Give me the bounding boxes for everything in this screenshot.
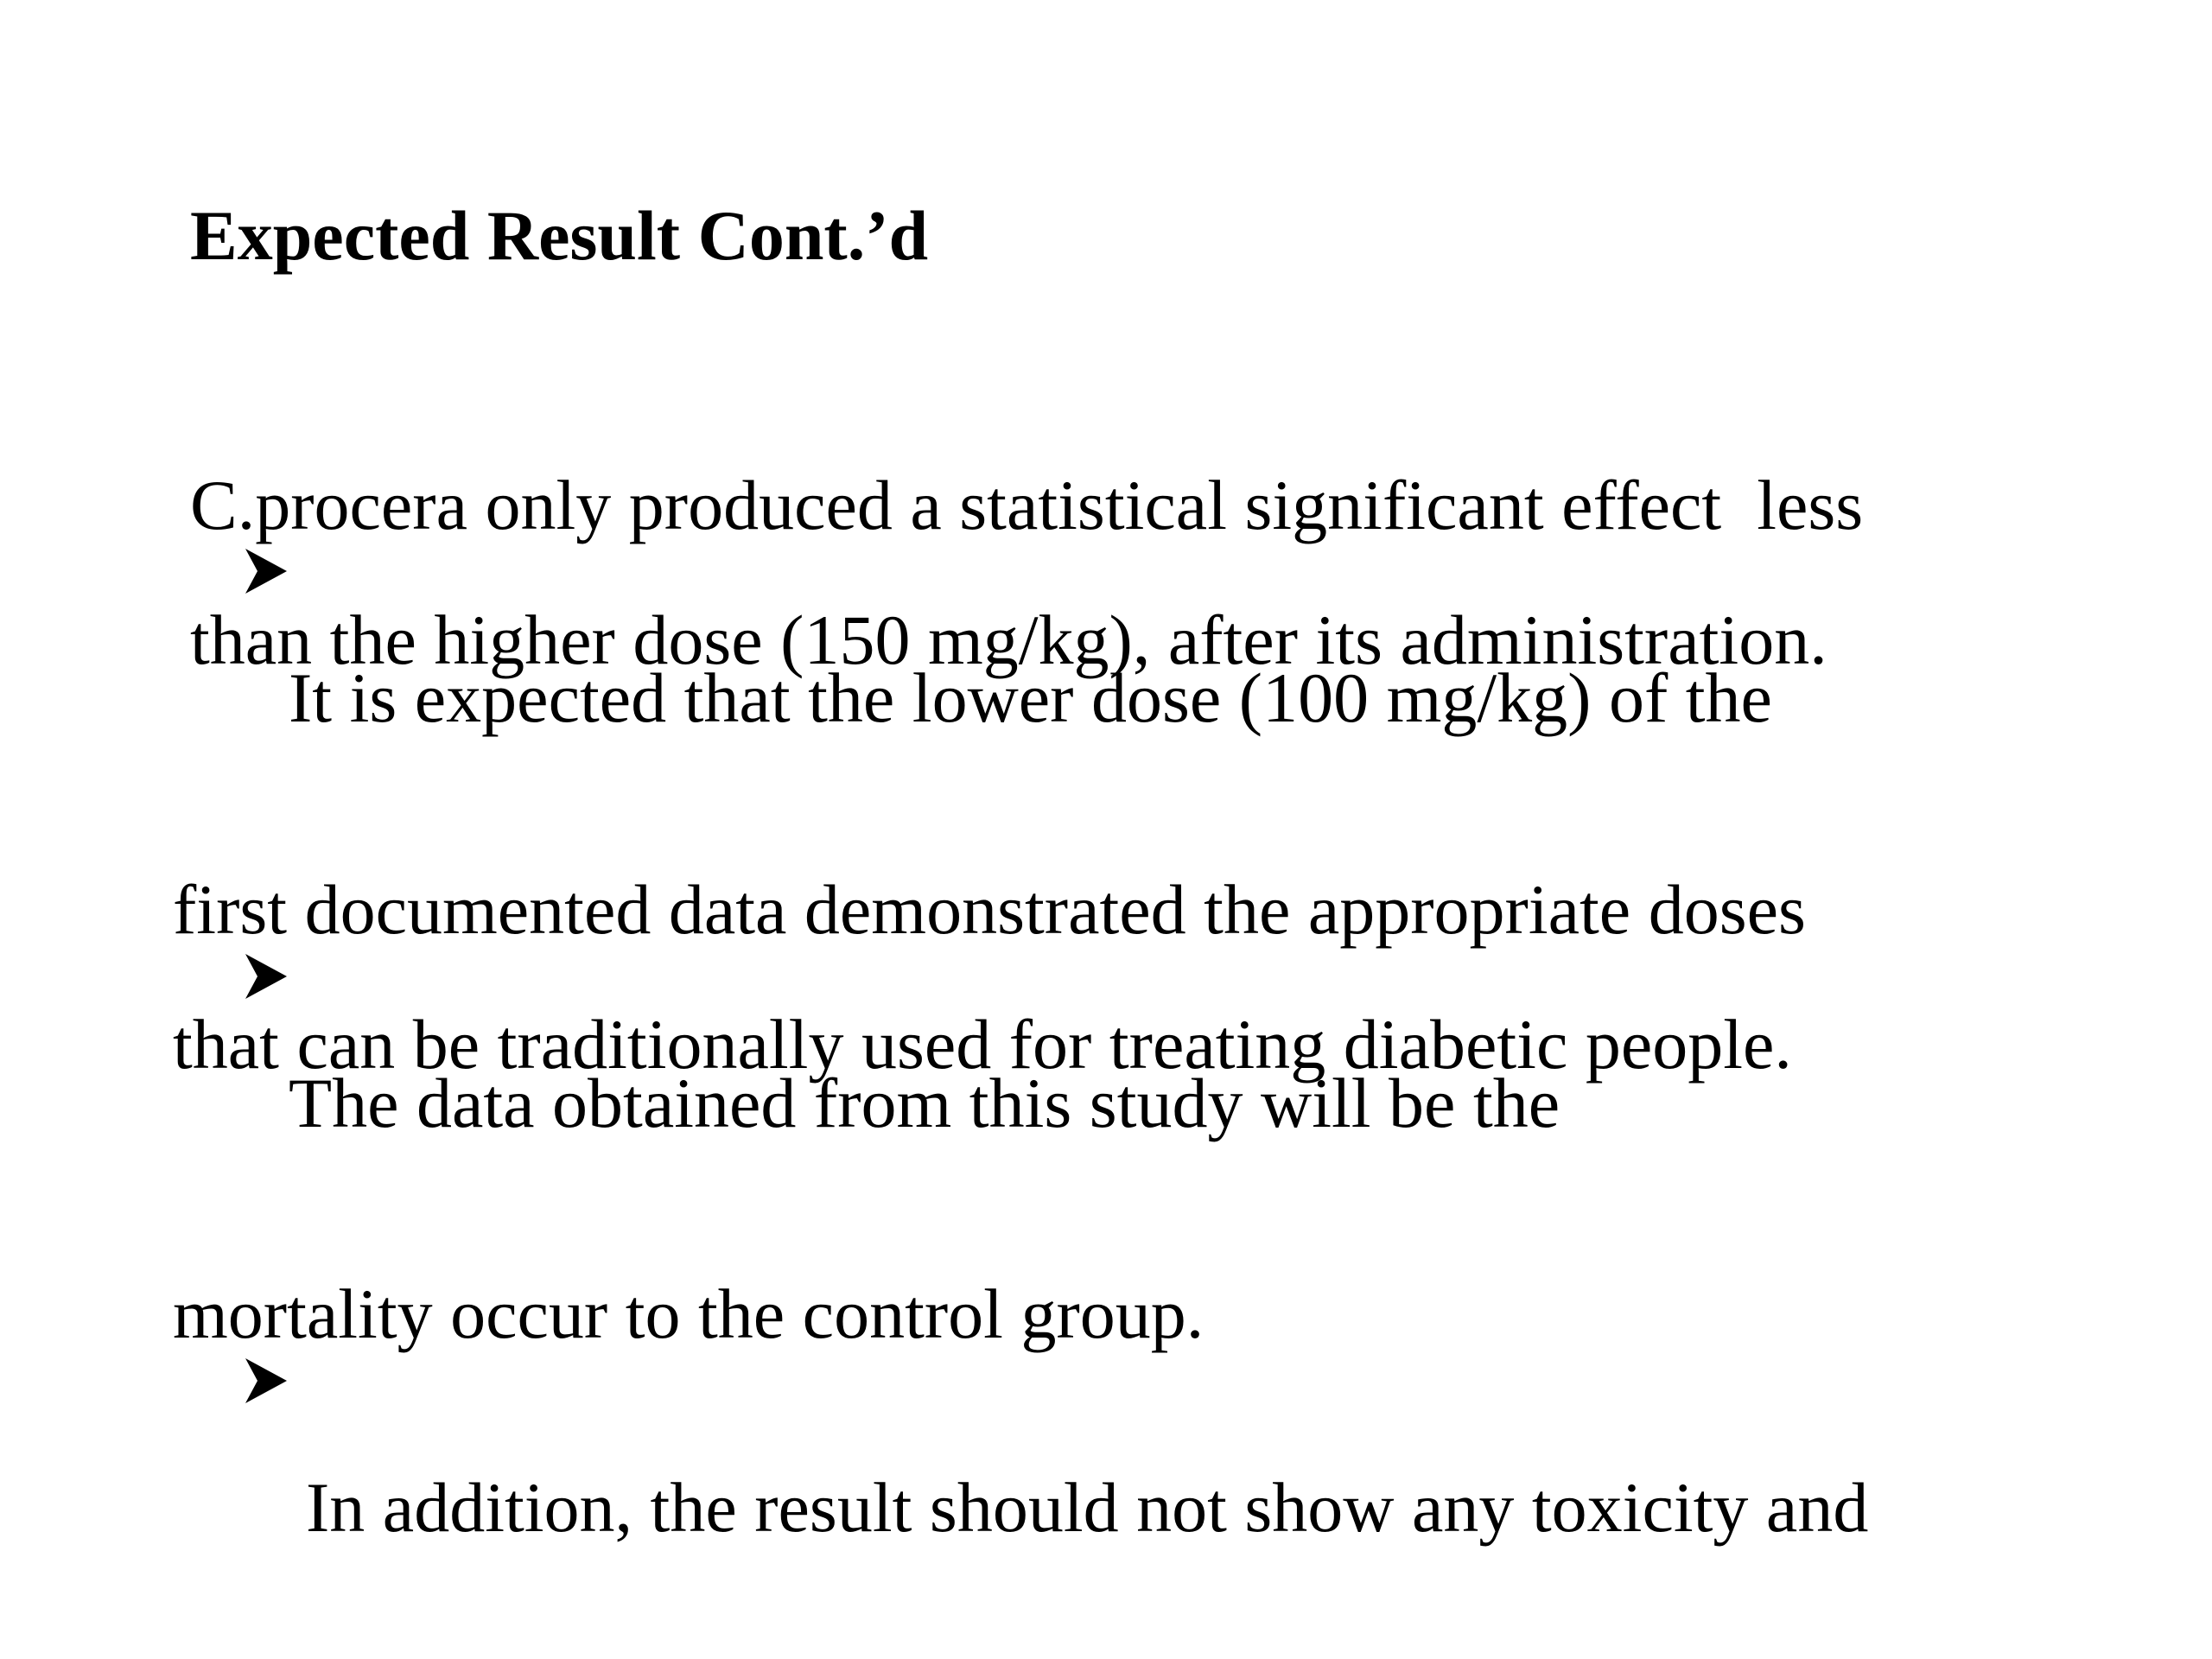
bullet-1 xyxy=(173,334,1772,804)
arrowhead-bullet-icon xyxy=(244,405,289,454)
bullet-3 xyxy=(173,1144,1868,1614)
arrowhead-bullet-icon xyxy=(244,810,289,859)
arrowhead-bullet-icon xyxy=(244,1215,289,1263)
bullet-3-cont-1: mortality occur to the control group. xyxy=(173,1274,1205,1353)
bullet-2-text: The data obtained from this study will be the xyxy=(289,1064,1560,1142)
bullet-2 xyxy=(173,740,1560,1210)
bullet-1-cont-1: C.procera only produced a statistical significant effect less xyxy=(190,466,1864,544)
bullet-3-text: In addition, the result should not show any toxicity and xyxy=(306,1468,1869,1547)
bullet-2-cont-1: first documented data demonstrated the appropriate doses xyxy=(173,870,1806,949)
slide-title: Expected Result Cont.’d xyxy=(190,196,929,275)
bullet-1-cont-2: than the higher dose (150 mg/kg), after its administration. xyxy=(190,601,1827,679)
bullet-2-cont-2: that can be traditionally used for treating diabetic people. xyxy=(173,1005,1792,1084)
bullet-1-text: It is expected that the lower dose (100 mg/kg) of the xyxy=(289,658,1772,737)
